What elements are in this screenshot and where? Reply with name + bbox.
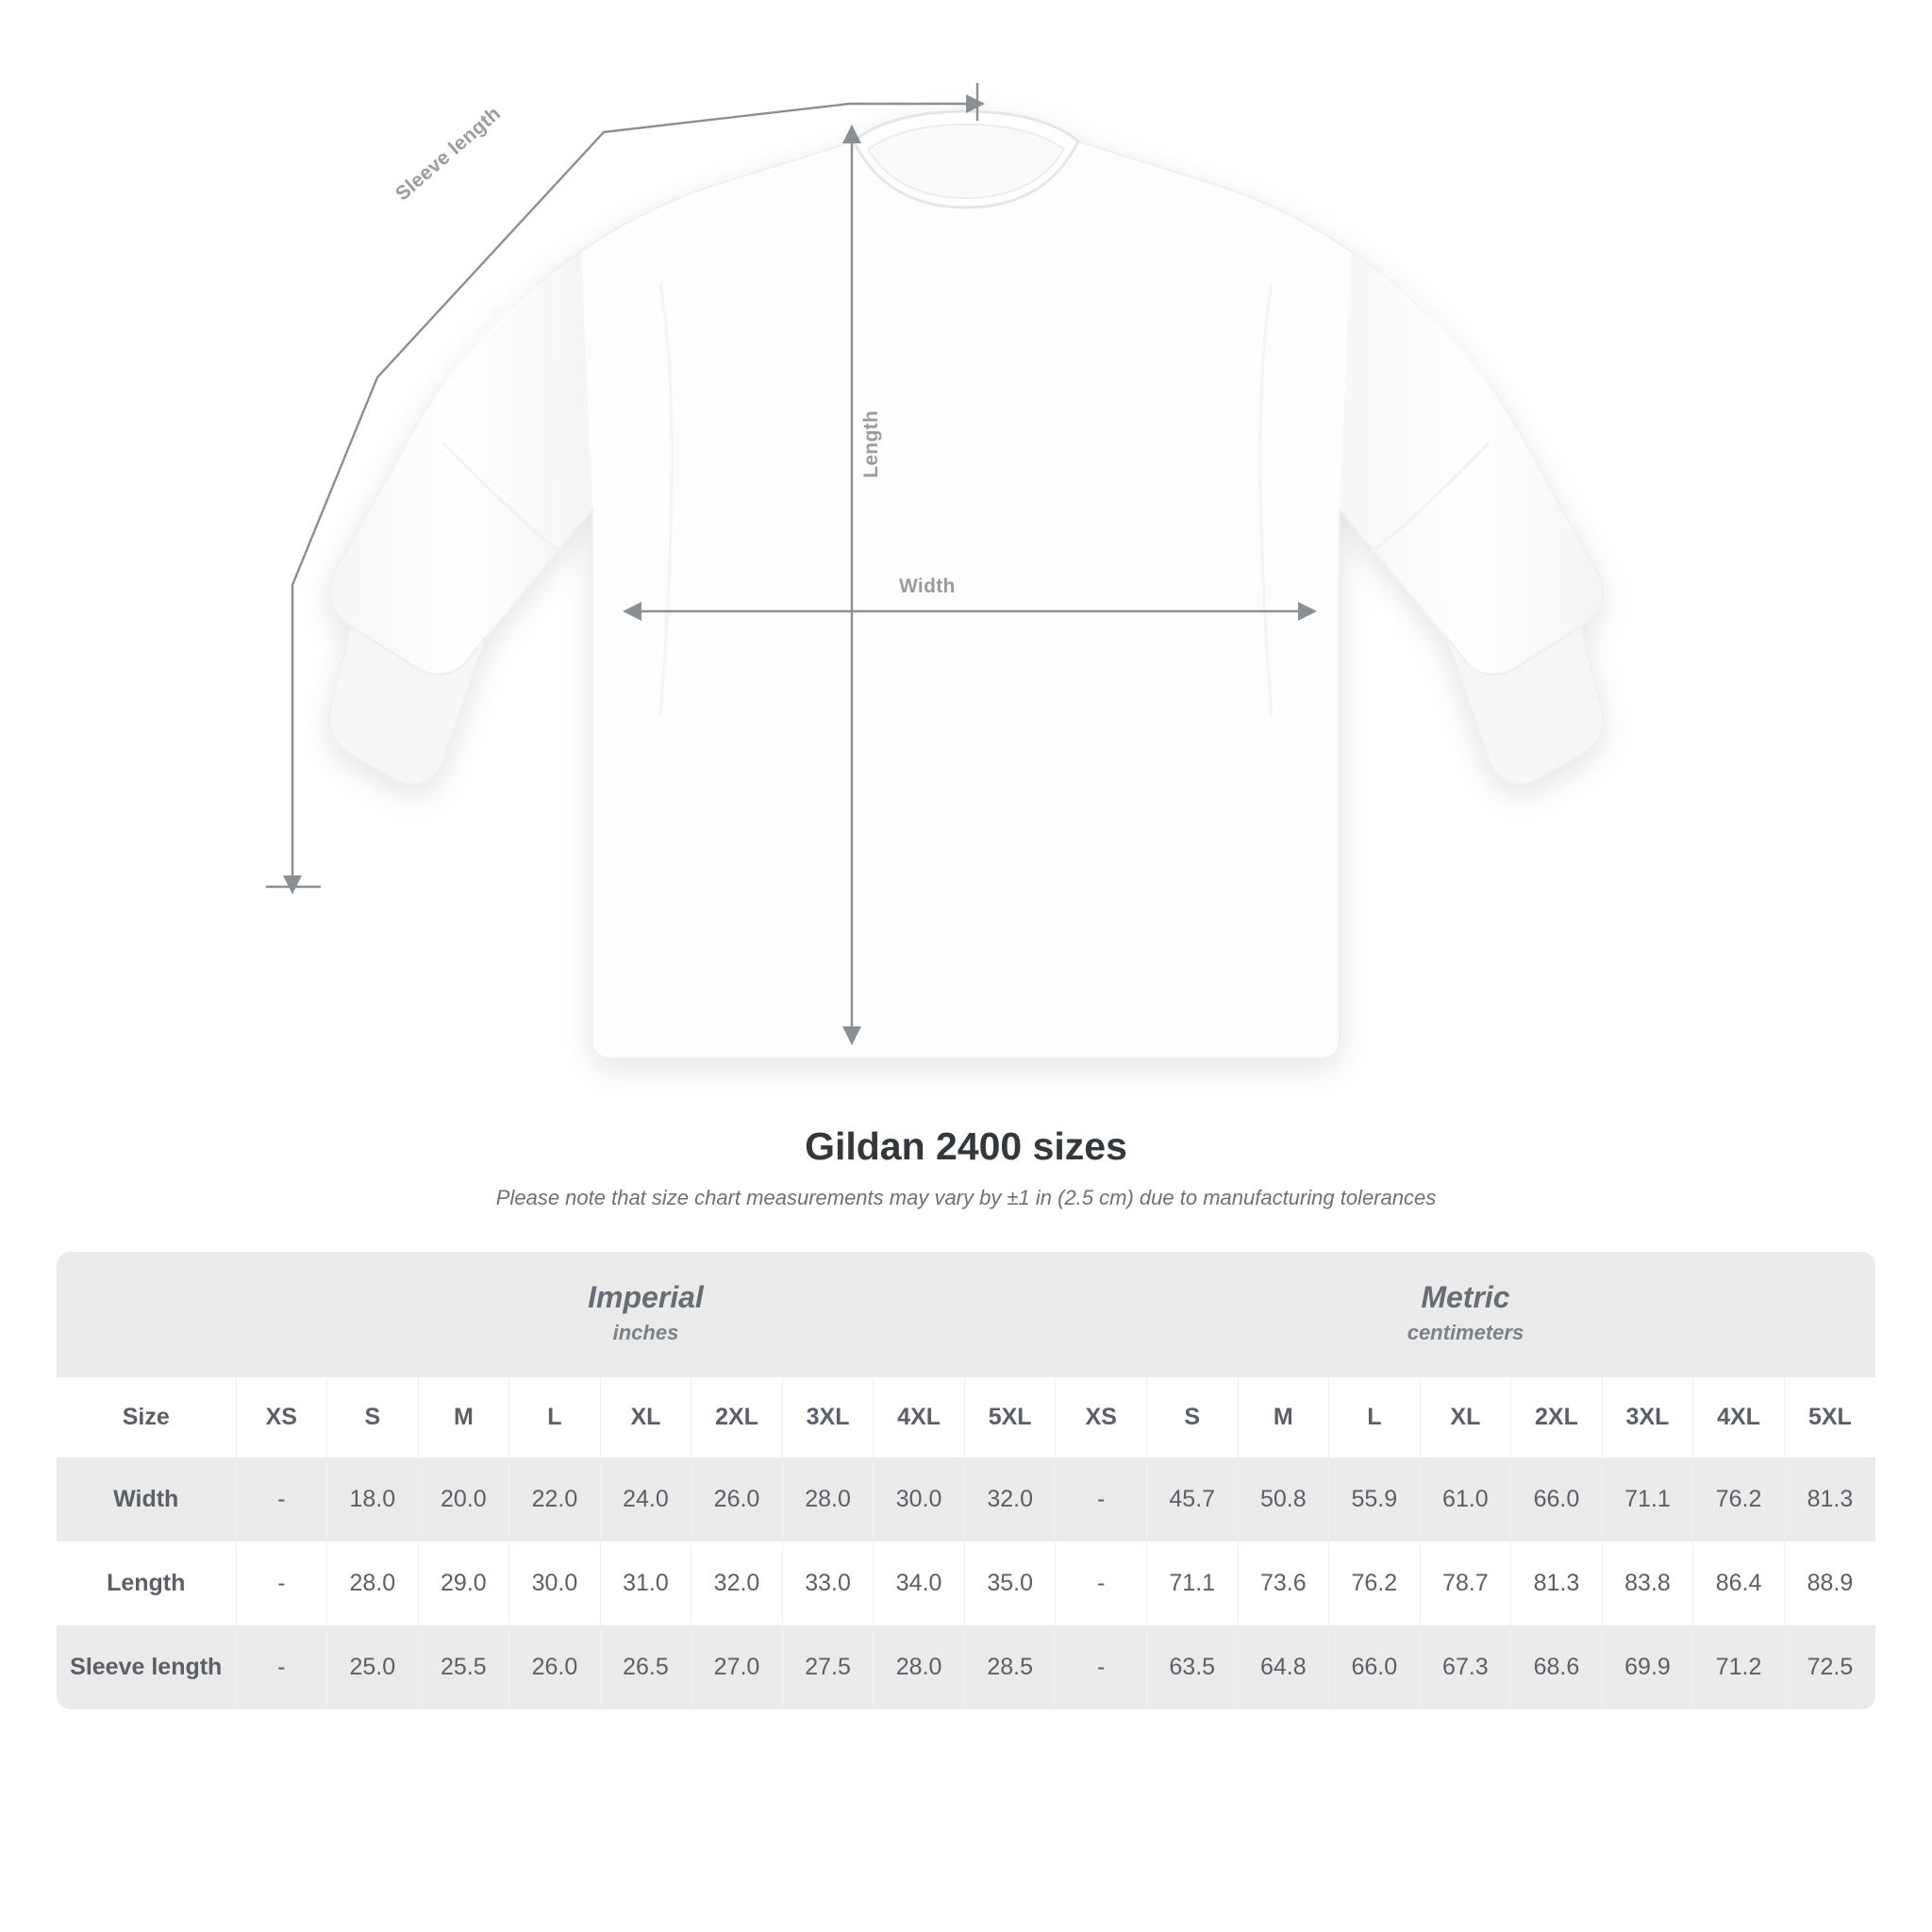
cell-sleeve-4xl-cm: 71.2 (1693, 1625, 1785, 1709)
column-header-m-imperial: M (418, 1377, 509, 1457)
column-header-s-imperial: S (327, 1377, 419, 1457)
cell-sleeve-xl-cm: 67.3 (1420, 1625, 1511, 1709)
cell-width-xl-cm: 61.0 (1420, 1457, 1511, 1541)
cell-length-m-cm: 73.6 (1238, 1541, 1329, 1625)
dimension-label-length: Length (860, 410, 882, 478)
cell-length-m-in: 29.0 (418, 1541, 509, 1625)
row-label-length: Length (57, 1541, 236, 1625)
cell-length-l-in: 30.0 (509, 1541, 601, 1625)
unit-group-imperial (236, 1252, 1056, 1377)
cell-length-3xl-in: 33.0 (782, 1541, 874, 1625)
cell-width-2xl-in: 26.0 (691, 1457, 783, 1541)
dimension-label-width: Width (899, 575, 956, 597)
cell-length-s-cm: 71.1 (1146, 1541, 1238, 1625)
column-header-4xl-imperial: 4XL (874, 1377, 965, 1457)
cell-sleeve-2xl-cm: 68.6 (1511, 1625, 1603, 1709)
cell-width-l-cm: 55.9 (1329, 1457, 1421, 1541)
unit-header-row (57, 1252, 1875, 1377)
column-header-2xl-imperial: 2XL (691, 1377, 783, 1457)
cell-sleeve-xl-in: 26.5 (600, 1625, 691, 1709)
cell-sleeve-m-in: 25.5 (418, 1625, 509, 1709)
cell-width-m-cm: 50.8 (1238, 1457, 1329, 1541)
cell-sleeve-2xl-in: 27.0 (691, 1625, 783, 1709)
cell-sleeve-s-in: 25.0 (327, 1625, 419, 1709)
cell-length-5xl-cm: 88.9 (1784, 1541, 1875, 1625)
column-header-l-metric: L (1329, 1377, 1421, 1457)
dimension-label-sleeve-length: Sleeve length (391, 102, 506, 206)
column-header-xs-imperial: XS (236, 1377, 327, 1457)
column-header-5xl-metric: 5XL (1784, 1377, 1875, 1457)
unit-group-metric-sub: centimeters (1407, 1321, 1524, 1344)
cell-sleeve-5xl-in: 28.5 (964, 1625, 1056, 1709)
column-header-l-imperial: L (509, 1377, 601, 1457)
column-header-xs-metric: XS (1056, 1377, 1147, 1457)
cell-length-4xl-in: 34.0 (874, 1541, 965, 1625)
column-header-size: Size (57, 1377, 236, 1457)
page-title: Gildan 2400 sizes (805, 1124, 1127, 1168)
cell-length-xs-in: - (236, 1541, 327, 1625)
cell-width-xl-in: 24.0 (600, 1457, 691, 1541)
cell-width-2xl-cm: 66.0 (1511, 1457, 1603, 1541)
row-label-width: Width (57, 1457, 236, 1541)
cell-width-4xl-in: 30.0 (874, 1457, 965, 1541)
cell-length-2xl-in: 32.0 (691, 1541, 783, 1625)
unit-group-metric (1056, 1252, 1875, 1377)
cell-length-2xl-cm: 81.3 (1511, 1541, 1603, 1625)
table-row (57, 1625, 1875, 1709)
cell-length-l-cm: 76.2 (1329, 1541, 1421, 1625)
cell-sleeve-s-cm: 63.5 (1146, 1625, 1238, 1709)
shirt-shape (329, 111, 1604, 1058)
unit-header-spacer (57, 1252, 236, 1377)
cell-width-5xl-in: 32.0 (964, 1457, 1056, 1541)
cell-width-5xl-cm: 81.3 (1784, 1457, 1875, 1541)
cell-sleeve-3xl-in: 27.5 (782, 1625, 874, 1709)
column-header-2xl-metric: 2XL (1511, 1377, 1603, 1457)
column-header-m-metric: M (1238, 1377, 1329, 1457)
cell-sleeve-l-in: 26.0 (509, 1625, 601, 1709)
cell-length-5xl-in: 35.0 (964, 1541, 1056, 1625)
cell-sleeve-5xl-cm: 72.5 (1784, 1625, 1875, 1709)
cell-width-4xl-cm: 76.2 (1693, 1457, 1785, 1541)
cell-sleeve-xs-cm: - (1056, 1625, 1147, 1709)
column-header-s-metric: S (1146, 1377, 1238, 1457)
table-row (57, 1457, 1875, 1541)
size-header-row (57, 1377, 1875, 1457)
cell-length-3xl-cm: 83.8 (1602, 1541, 1693, 1625)
cell-width-s-cm: 45.7 (1146, 1457, 1238, 1541)
size-table (57, 1252, 1875, 1709)
cell-length-xl-in: 31.0 (600, 1541, 691, 1625)
size-table-wrapper (57, 1252, 1875, 1709)
unit-group-imperial-sub: inches (612, 1321, 679, 1344)
unit-group-imperial-name: Imperial (588, 1280, 704, 1314)
column-header-xl-metric: XL (1420, 1377, 1511, 1457)
cell-length-xs-cm: - (1056, 1541, 1147, 1625)
column-header-4xl-metric: 4XL (1693, 1377, 1785, 1457)
page-subtitle: Please note that size chart measurements may vary by ±1 in (2.5 cm) due to manufacturing tolerances (495, 1186, 1437, 1209)
cell-width-s-in: 18.0 (327, 1457, 419, 1541)
row-label-sleeve-length: Sleeve length (57, 1625, 236, 1709)
cell-length-4xl-cm: 86.4 (1693, 1541, 1785, 1625)
cell-width-3xl-cm: 71.1 (1602, 1457, 1693, 1541)
column-header-5xl-imperial: 5XL (964, 1377, 1056, 1457)
cell-sleeve-3xl-cm: 69.9 (1602, 1625, 1693, 1709)
unit-group-metric-name: Metric (1421, 1280, 1510, 1314)
table-row (57, 1541, 1875, 1625)
cell-sleeve-m-cm: 64.8 (1238, 1625, 1329, 1709)
cell-sleeve-xs-in: - (236, 1625, 327, 1709)
cell-width-xs-in: - (236, 1457, 327, 1541)
column-header-3xl-imperial: 3XL (782, 1377, 874, 1457)
title-block (0, 1124, 1932, 1210)
column-header-xl-imperial: XL (600, 1377, 691, 1457)
column-header-3xl-metric: 3XL (1602, 1377, 1693, 1457)
cell-width-l-in: 22.0 (509, 1457, 601, 1541)
cell-length-s-in: 28.0 (327, 1541, 419, 1625)
cell-width-3xl-in: 28.0 (782, 1457, 874, 1541)
cell-width-xs-cm: - (1056, 1457, 1147, 1541)
cell-sleeve-4xl-in: 28.0 (874, 1625, 965, 1709)
cell-width-m-in: 20.0 (418, 1457, 509, 1541)
cell-length-xl-cm: 78.7 (1420, 1541, 1511, 1625)
cell-sleeve-l-cm: 66.0 (1329, 1625, 1421, 1709)
